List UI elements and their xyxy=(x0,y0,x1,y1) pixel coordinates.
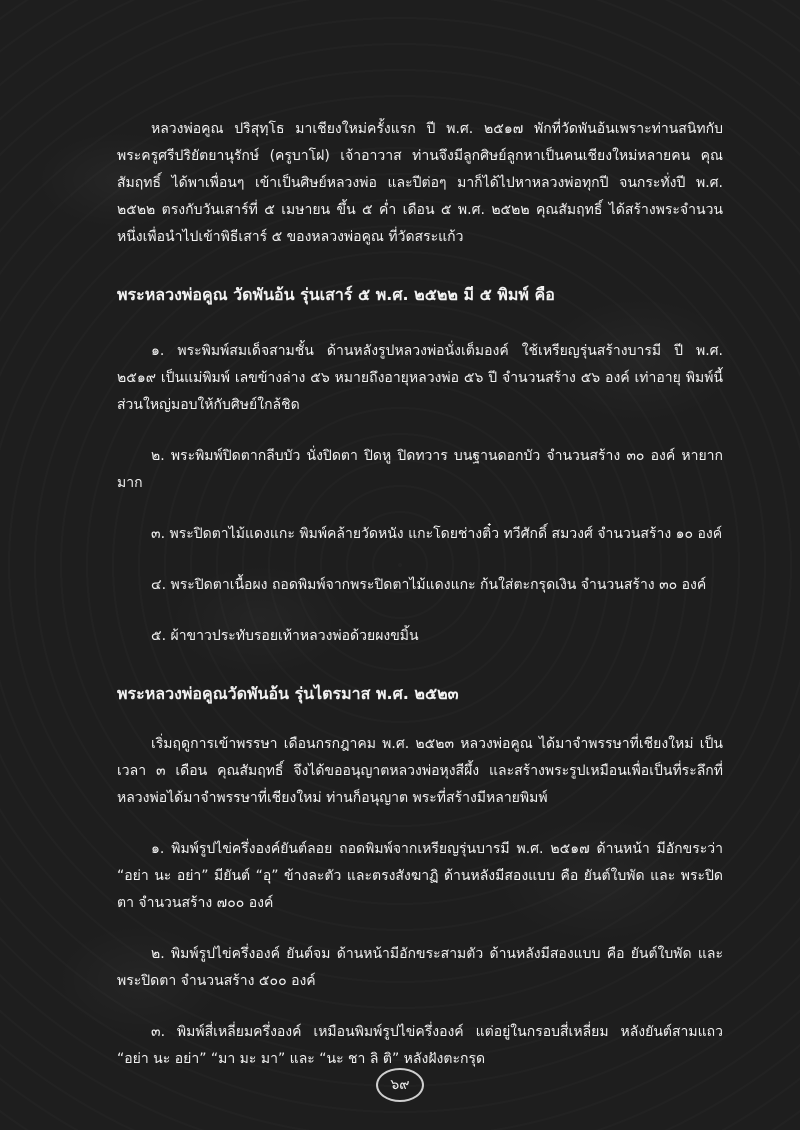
section1-item-1: ๑. พระพิมพ์สมเด็จสามชั้น ด้านหลังรูปหลวงพ่อนั่งเต็มองค์ ใช้เหรียญรุ่นสร้างบารมี ปี พ.ศ. ๒๕๑๙ เป็นแม่พิมพ์ เลขข้างล่าง ๕๖ หมายถึงอายุหลวงพ่อ ๕๖ ปี จำนวนสร้าง ๕๖ องค์ เท่าอายุ พิมพ์นี้ส่วนใหญ่มอบให้กับศิษย์ใกล้ชิด xyxy=(117,343,723,413)
section2-intro: เริ่มฤดูการเข้าพรรษา เดือนกรกฎาคม พ.ศ. ๒๕๒๓ หลวงพ่อคูณ ได้มาจำพรรษาที่เชียงใหม่ เป็นเวลา ๓ เดือน คุณสัมฤทธิ์ จึงได้ขออนุญาตหลวงพ่อหุงสีผึ้ง และสร้างพระรูปเหมือนเพื่อเป็นที่ระลึกที่หลวงพ่อได้มาจำพรรษาที่เชียงใหม่ ท่านก็อนุญาต พระที่สร้างมีหลายพิมพ์ xyxy=(117,736,723,806)
section1-item-4: ๔. พระปิดตาเนื้อผง ถอดพิมพ์จากพระปิดตาไม้แดงแกะ ก้นใส่ตะกรุดเงิน จำนวนสร้าง ๓๐ องค์ xyxy=(151,577,707,593)
section1-heading: พระหลวงพ่อคูณ วัดพันอ้น รุ่นเสาร์ ๕ พ.ศ. ๒๕๒๒ มี ๕ พิมพ์ คือ xyxy=(117,285,555,304)
section2-item-2: ๒. พิมพ์รูปไข่ครึ่งองค์ ยันต์จม ด้านหน้ามีอักขระสามตัว ด้านหลังมีสองแบบ คือ ยันต์ใบพัด และพระปิดตา จำนวนสร้าง ๕๐๐ องค์ xyxy=(117,946,723,989)
section1-item-2: ๒. พระพิมพ์ปิดตากลีบบัว นั่งปิดตา ปิดหู ปิดทวาร บนฐานดอกบัว จำนวนสร้าง ๓๐ องค์ หายากมาก xyxy=(117,448,723,491)
section1-item-5: ๕. ผ้าขาวประทับรอยเท้าหลวงพ่อด้วยผงขมิ้น xyxy=(151,628,419,644)
document-page xyxy=(117,116,723,1073)
section2-item-3: ๓. พิมพ์สี่เหลี่ยมครึ่งองค์ เหมือนพิมพ์รูปไข่ครึ่งองค์ แต่อยู่ในกรอบสี่เหลี่ยม หลังยันต์สามแถว “อย่า นะ อย่า” “มา มะ มา” และ “นะ ชา ลิ ติ” หลังฝังตะกรุด xyxy=(117,1024,723,1067)
section2-heading: พระหลวงพ่อคูณวัดพันอ้น รุ่นไตรมาส พ.ศ. ๒๕๒๓ xyxy=(117,684,459,703)
page-number: ๖๙ xyxy=(376,1068,424,1102)
section1-item-3: ๓. พระปิดตาไม้แดงแกะ พิมพ์คล้ายวัดหนัง แกะโดยช่างติ๋ว ทวีศักดิ์ สมวงศ์ จำนวนสร้าง ๑๐ องค์ xyxy=(151,526,723,542)
page-footer xyxy=(0,1068,800,1102)
section2-item-1: ๑. พิมพ์รูปไข่ครึ่งองค์ยันต์ลอย ถอดพิมพ์จากเหรียญรุ่นบารมี พ.ศ. ๒๕๑๗ ด้านหน้า มีอักขระว่า “อย่า นะ อย่า” มียันต์ “อุ” ข้างละตัว และตรงสังฆาฏิ ด้านหลังมีสองแบบ คือ ยันต์ใบพัด และ พระปิดตา จำนวนสร้าง ๗๐๐ องค์ xyxy=(117,841,723,911)
intro-paragraph: หลวงพ่อคูณ ปริสุทฺโธ มาเชียงใหม่ครั้งแรก ปี พ.ศ. ๒๕๑๗ พักที่วัดพันอ้นเพราะท่านสนิทกับพระครูศรีปริยัตยานุรักษ์ (ครูบาโฝ) เจ้าอาวาส ท่านจึงมีลูกศิษย์ลูกหาเป็นคนเชียงใหม่หลายคน คุณสัมฤทธิ์ ได้พาเพื่อนๆ เข้าเป็นศิษย์หลวงพ่อ และปีต่อๆ มาก็ได้ไปหาหลวงพ่อทุกปี จนกระทั่งปี พ.ศ. ๒๕๒๒ ตรงกับวันเสาร์ที่ ๕ เมษายน ขึ้น ๕ ค่ำ เดือน ๕ พ.ศ. ๒๕๒๒ คุณสัมฤทธิ์ ได้สร้างพระจำนวนหนึ่งเพื่อนำไปเข้าพิธีเสาร์ ๕ ของหลวงพ่อคูณ ที่วัดสระแก้ว xyxy=(117,121,723,245)
